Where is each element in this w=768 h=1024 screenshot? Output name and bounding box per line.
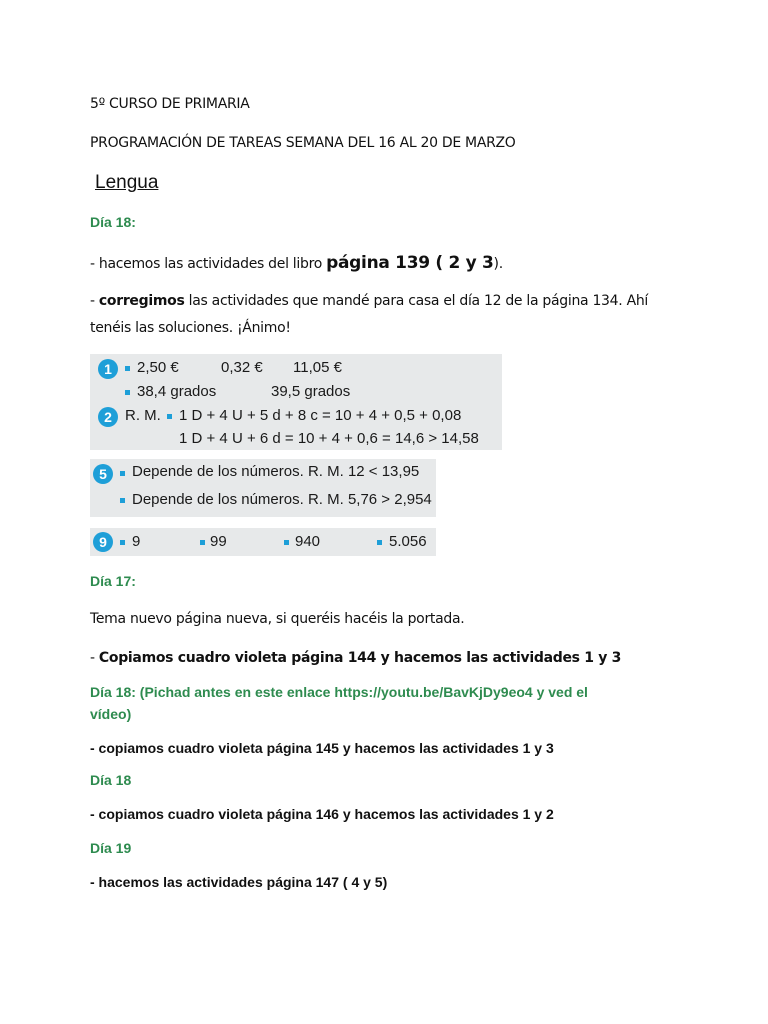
activity-2-bold: corregimos <box>98 293 185 309</box>
bullet-icon <box>120 498 125 503</box>
activity-1-page: página 139 ( 2 y 3 <box>326 253 494 273</box>
bullet-icon <box>377 540 382 545</box>
solution-label: R. M. <box>125 407 161 424</box>
day17-dash: - <box>90 650 99 666</box>
activity-1-prefix: - hacemos las actividades del libro <box>90 256 327 272</box>
activity-2-dash: - <box>90 293 99 309</box>
day17-text: Tema nuevo página nueva, si queréis hacéis la portada. <box>90 611 465 627</box>
exercise-number-badge: 5 <box>93 464 113 484</box>
activity-2-rest: las actividades que mandé para casa el día 12 de la página 134. Ahí <box>184 293 649 309</box>
bullet-icon <box>200 540 205 545</box>
day17-activity-text: Copiamos cuadro violeta página 144 y hacemos las actividades 1 y 3 <box>98 650 622 666</box>
exercise-number-badge: 9 <box>93 532 113 552</box>
solutions-box-1 <box>90 354 502 450</box>
day19-heading: Día 19 <box>90 840 132 856</box>
day18-activity-a: - copiamos cuadro violeta página 145 y hacemos las actividades 1 y 3 <box>90 740 554 756</box>
schedule-title: PROGRAMACIÓN DE TAREAS SEMANA DEL 16 AL 20 DE MARZO <box>90 135 516 151</box>
day18-video-heading: Día 18: (Pichad antes en este enlace https://youtu.be/BavKjDy9eo4 y ved el <box>90 684 588 700</box>
solution-value: Depende de los números. R. M. 5,76 > 2,954 <box>132 491 432 508</box>
bullet-icon <box>120 540 125 545</box>
solution-value: 11,05 € <box>293 359 342 376</box>
activity-1-suffix: ). <box>493 256 503 272</box>
day18-heading: Día 18: <box>90 214 136 230</box>
day18-video-heading-cont: vídeo) <box>90 706 132 722</box>
solution-value: 2,50 € <box>137 359 179 376</box>
solution-value: 5.056 <box>389 533 427 550</box>
solution-value: 0,32 € <box>221 359 263 376</box>
solution-value: 99 <box>210 533 227 550</box>
solution-value: 1 D + 4 U + 6 d = 10 + 4 + 0,6 = 14,6 > 14,58 <box>179 430 479 447</box>
solutions-box-2 <box>90 459 436 517</box>
solution-value: 39,5 grados <box>271 383 351 400</box>
day17-activity <box>90 650 621 666</box>
bullet-icon <box>284 540 289 545</box>
subject-lengua-heading: Lengua <box>95 172 159 193</box>
day17-heading: Día 17: <box>90 573 136 589</box>
bullet-icon <box>125 366 130 371</box>
solution-value: 9 <box>132 533 141 550</box>
solutions-box-3 <box>90 528 436 556</box>
solution-value: 1 D + 4 U + 5 d + 8 c = 10 + 4 + 0,5 + 0,08 <box>179 407 462 424</box>
bullet-icon <box>125 390 130 395</box>
day18-activity-b: - copiamos cuadro violeta página 146 y hacemos las actividades 1 y 2 <box>90 806 554 822</box>
exercise-number-badge: 2 <box>98 407 118 427</box>
solution-value: 940 <box>295 533 321 550</box>
day18-heading-b: Día 18 <box>90 772 132 788</box>
solution-value: Depende de los números. R. M. 12 < 13,95 <box>132 463 420 480</box>
exercise-number-badge: 1 <box>98 359 118 379</box>
solution-value: 38,4 grados <box>137 383 217 400</box>
activity-line-2b: tenéis las soluciones. ¡Ánimo! <box>90 320 291 336</box>
course-title: 5º CURSO DE PRIMARIA <box>90 96 250 112</box>
day19-activity: - hacemos las actividades página 147 ( 4 y 5) <box>90 874 388 890</box>
bullet-icon <box>167 414 172 419</box>
activity-line-2 <box>90 293 648 309</box>
activity-line-1 <box>90 253 503 273</box>
bullet-icon <box>120 471 125 476</box>
